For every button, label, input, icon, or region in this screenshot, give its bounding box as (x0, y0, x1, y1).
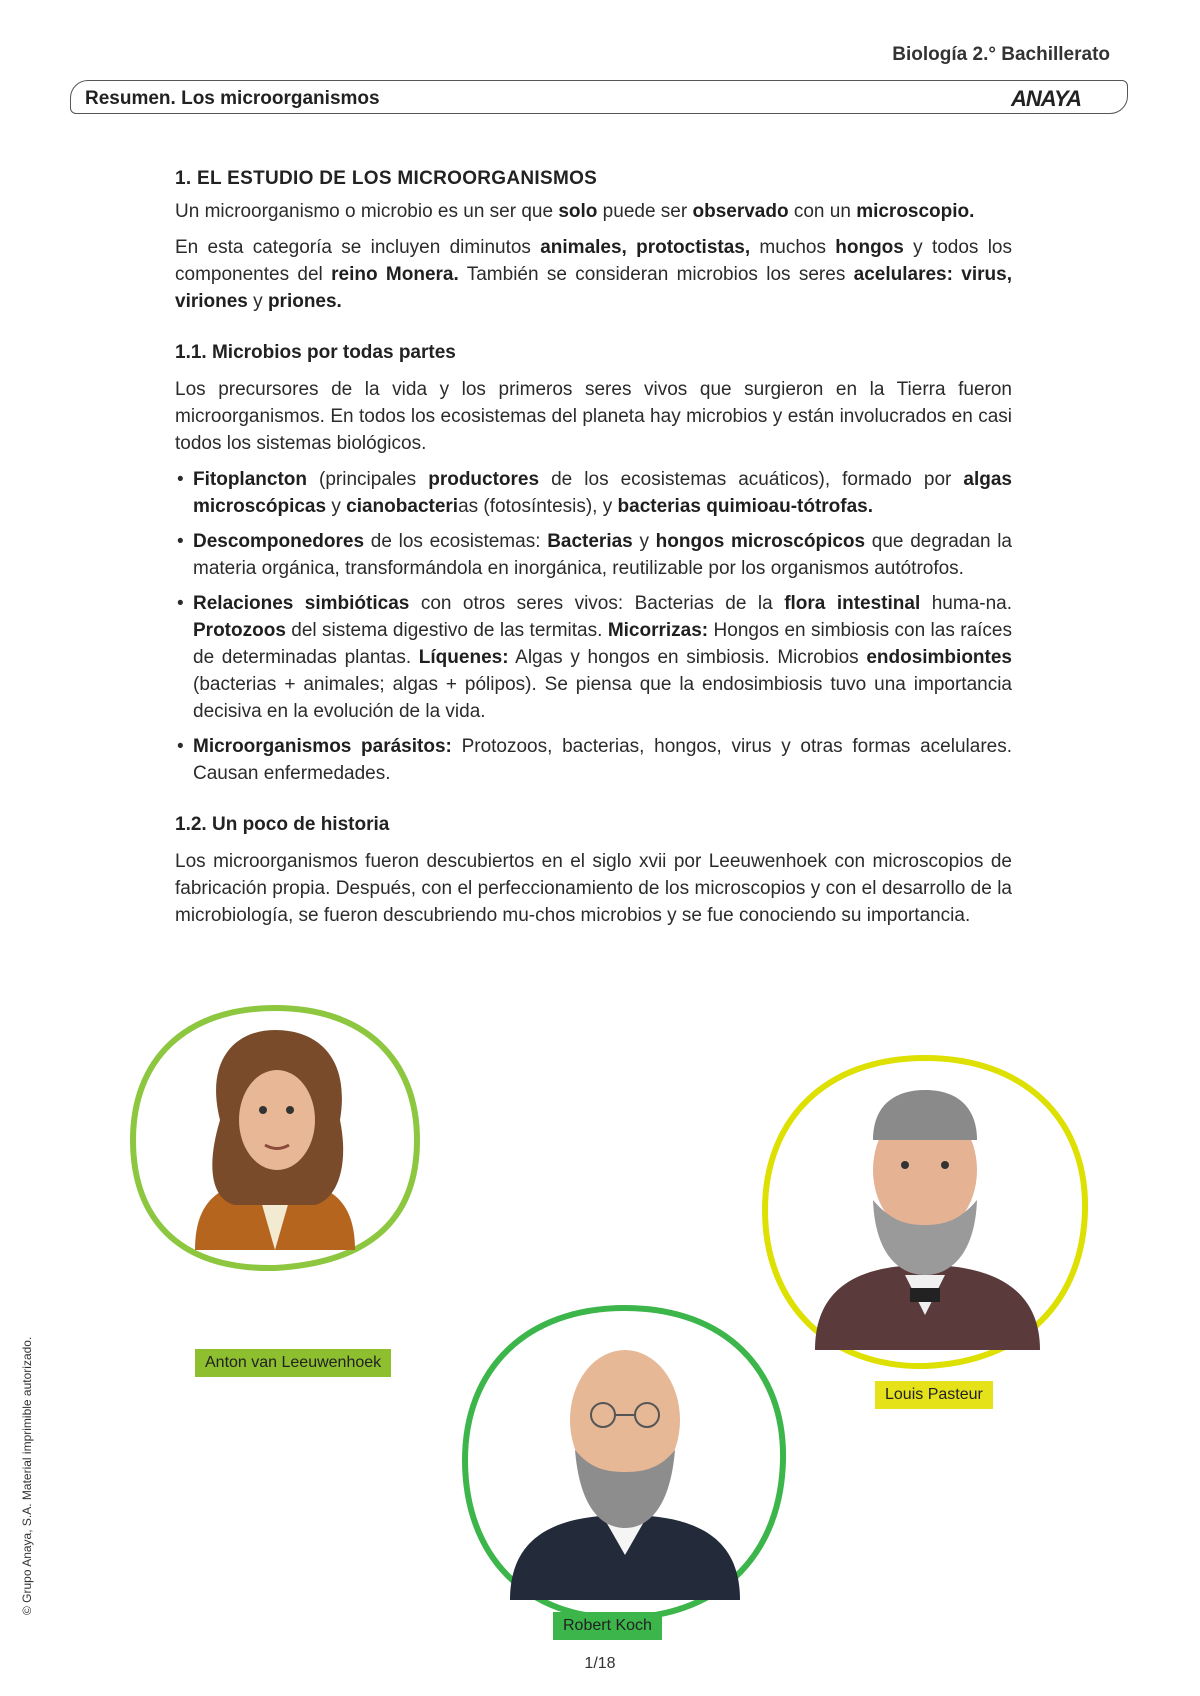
section-heading: 1. EL ESTUDIO DE LOS MICROORGANISMOS (175, 168, 598, 189)
portrait-leeuwenhoek (125, 1000, 425, 1275)
portrait-koch (455, 1300, 795, 1625)
course-label: Biología 2.° Bachillerato (892, 44, 1110, 65)
paragraph: Los precursores de la vida y los primeros seres vivos que surgieron en la Tierra fueron microorganismos. En todos los ecosistemas del planeta hay microbios y están involucrados en casi todos los sistemas biológicos. (175, 379, 1012, 454)
list-item: • Fitoplancton (principales productores de los ecosistemas acuáticos), formado por algas microscópicas y cianobacterias (fotosíntesis), y bacterias quimioau-tótrofas. (175, 466, 1012, 520)
brand-logo: ANAYA (1011, 86, 1081, 111)
subsection-heading: 1.1. Microbios por todas partes (175, 342, 456, 363)
caption-pasteur: Louis Pasteur (875, 1381, 993, 1409)
header-bar (70, 80, 1128, 114)
paragraph: Los microorganismos fueron descubiertos en el siglo xvii por Leeuwenhoek con microscopios de fabricación propia. Después, con el perfeccionamiento de los microscopios y con el desarrollo de la microbiología, se fueron descubriendo mu-chos microbios y se fue conociendo su importancia. (175, 851, 1012, 926)
hair (873, 1090, 977, 1140)
copyright-credit: © Grupo Anaya, S.A. Material imprimible autorizado. (20, 1336, 34, 1615)
pasteur-illustration (755, 1050, 1095, 1375)
caption-leeuwenhoek: Anton van Leeuwenhoek (195, 1349, 391, 1377)
list-item: • Relaciones simbióticas con otros seres vivos: Bacterias de la flora intestinal huma-na. Protozoos del sistema digestivo de las termitas. Micorrizas: Hongos en simbiosis con las raíces de determinadas plantas. Líquenes: Algas y hongos en simbiosis. Microbios endosimbiontes (bacterias + animales; algas + pólipos). Se piensa que la endosimbiosis tuvo una importancia decisiva en la evolución de la vida. (175, 590, 1012, 725)
bullet-list (175, 466, 1012, 787)
paragraph: En esta categoría se incluyen diminutos animales, protoctistas, muchos hongos y todos los componentes del reino Monera. También se consideran microbios los seres acelulares: virus, viriones y priones. (175, 237, 1012, 312)
paragraph: Un microorganismo o microbio es un ser que solo puede ser observado con un microscopio. (175, 201, 975, 222)
page-number: 1/18 (584, 1655, 616, 1672)
caption-koch: Robert Koch (553, 1612, 662, 1640)
subsection-heading: 1.2. Un poco de historia (175, 814, 390, 835)
bow-tie (910, 1288, 940, 1302)
face (239, 1070, 315, 1170)
list-item: • Microorganismos parásitos: Protozoos, bacterias, hongos, virus y otras formas acelulares. Causan enfermedades. (175, 733, 1012, 787)
portrait-pasteur (755, 1050, 1095, 1375)
main-content (175, 165, 1012, 938)
koch-illustration (455, 1300, 795, 1625)
list-item: • Descomponedores de los ecosistemas: Bacterias y hongos microscópicos que degradan la materia orgánica, transformándola en inorgánica, reutilizable por los organismos autótrofos. (175, 528, 1012, 582)
document-title: Resumen. Los microorganismos (85, 88, 380, 109)
leeuwenhoek-illustration (125, 1000, 425, 1275)
